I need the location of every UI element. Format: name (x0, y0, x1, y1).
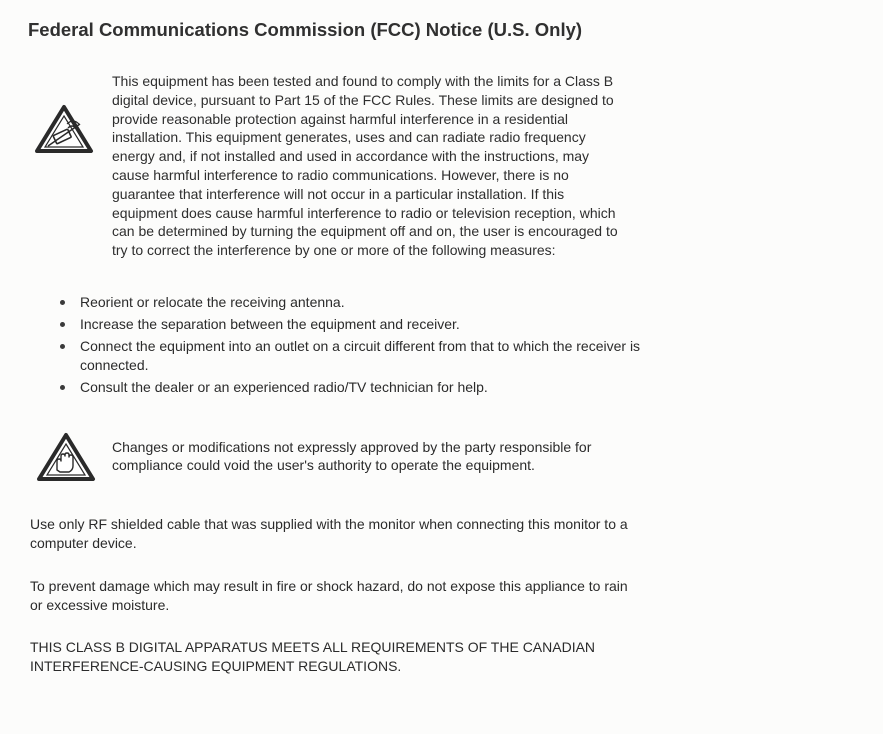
bullet-icon (60, 385, 65, 390)
page-title: Federal Communications Commission (FCC) Notice (U.S. Only) (28, 19, 583, 40)
damage-line: or excessive moisture. (30, 596, 170, 613)
compliance-paragraph (112, 72, 732, 260)
compliance-line: digital device, pursuant to Part 15 of the FCC Rules. These limits are designed to (112, 91, 614, 108)
list-item-text: Consult the dealer or an experienced radio/TV technician for help. (80, 378, 488, 395)
list-item (58, 378, 778, 397)
damage-warning-paragraph (30, 577, 790, 614)
list-item-text: Increase the separation between the equipment and receiver. (80, 316, 460, 332)
bullet-icon (60, 300, 65, 305)
compliance-line: can be determined by turning the equipment off and on, the user is encouraged to (112, 223, 618, 240)
hand-caution-warning-icon (36, 432, 96, 482)
list-item (58, 337, 778, 374)
bullet-icon (60, 322, 65, 327)
damage-line: To prevent damage which may result in fire or shock hazard, do not expose this appliance to rain (30, 578, 628, 594)
compliance-line: cause harmful interference to radio communications. However, there is no (112, 166, 569, 183)
list-item (58, 293, 778, 312)
compliance-line: This equipment has been tested and found to comply with the limits for a Class B (112, 73, 614, 89)
canadian-line: INTERFERENCE-CAUSING EQUIPMENT REGULATIONS. (30, 657, 402, 674)
list-item-text: connected. (80, 356, 149, 373)
changes-notice (112, 438, 732, 474)
list-item-text: Connect the equipment into an outlet on a circuit different from that to which the receiver is (80, 338, 641, 354)
bullet-icon (60, 344, 65, 349)
compliance-line: equipment does cause harmful interference to radio or television reception, which (112, 204, 616, 221)
canadian-line: THIS CLASS B DIGITAL APPARATUS MEETS ALL REQUIREMENTS OF THE CANADIAN (30, 639, 596, 655)
rf-cable-line: computer device. (30, 534, 137, 551)
canadian-compliance-paragraph (30, 638, 790, 675)
rf-cable-paragraph (30, 515, 790, 552)
compliance-line: try to correct the interference by one or more of the following measures: (112, 242, 556, 259)
compliance-line: guarantee that interference will not occur in a particular installation. If this (112, 185, 565, 202)
radio-interference-warning-icon (34, 104, 94, 154)
compliance-line: provide reasonable protection against harmful interference in a residential (112, 110, 569, 127)
compliance-line: installation. This equipment generates, uses and can radiate radio frequency (112, 129, 586, 146)
rf-cable-line: Use only RF shielded cable that was supplied with the monitor when connecting this monitor to a (30, 516, 628, 532)
changes-notice-line: Changes or modifications not expressly approved by the party responsible for (112, 439, 592, 455)
measures-list (58, 293, 778, 400)
changes-notice-line: compliance could void the user's authority to operate the equipment. (112, 457, 535, 473)
list-item (58, 315, 778, 334)
list-item-text: Reorient or relocate the receiving antenna. (80, 294, 345, 310)
compliance-line: energy and, if not installed and used in accordance with the instructions, may (112, 148, 590, 165)
